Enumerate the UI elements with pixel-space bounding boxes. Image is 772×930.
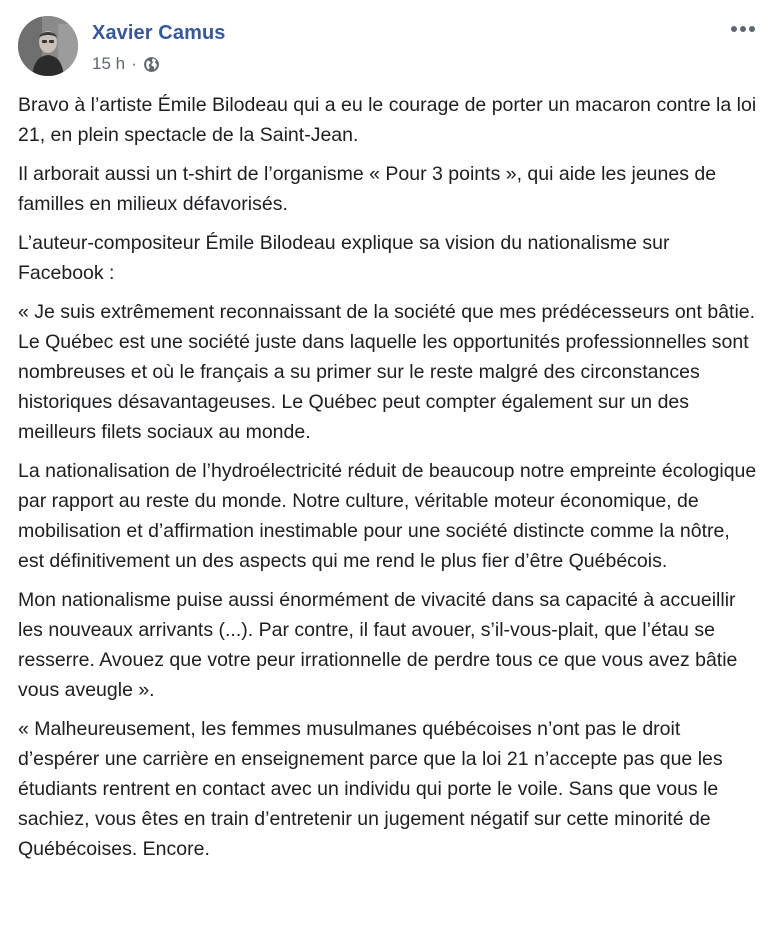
post-paragraph-6: Mon nationalisme puise aussi énormément de vivacité dans sa capacité à accueillir les nouveaux arrivants (...). Par contre, il faut avouer, s’il-vous-plait, que l’étau se resserre. Avouez que votre peur irrationnelle de perdre tous ce que vous avez bâtie vous aveugle ».: [18, 589, 738, 701]
more-options-icon: [730, 25, 756, 33]
post-header: [18, 16, 758, 78]
post-paragraph-2: Il arborait aussi un t-shirt de l’organisme « Pour 3 points », qui aide les jeunes de familles en milieux défavorisés.: [18, 163, 717, 215]
more-options-button[interactable]: [728, 16, 758, 42]
globe-icon[interactable]: [143, 56, 160, 73]
avatar-image: [18, 16, 78, 76]
post-paragraph-1: Bravo à l’artiste Émile Bilodeau qui a eu le courage de porter un macaron contre la loi 21, en plein spectacle de la Saint-Jean.: [18, 94, 757, 146]
post-paragraph-7: « Malheureusement, les femmes musulmanes québécoises n’ont pas le droit d’espérer une carrière en enseignement parce que la loi 21 n’accepte pas que les étudiants rentrent en contact avec un individu qui porte le voile. Sans que vous le sachiez, vous êtes en train d’entretenir un jugement négatif sur cette minorité de Québécoises. Encore.: [18, 718, 723, 860]
post-paragraph-5: La nationalisation de l’hydroélectricité réduit de beaucoup notre empreinte écologique par rapport au reste du monde. Notre culture, véritable moteur économique, de mobilisation et d’affirmation inestimable pour une société distincte comme la nôtre, est définitivement un des aspects qui me rend le plus fier d’être Québécois.: [18, 460, 757, 572]
avatar[interactable]: [18, 16, 78, 76]
meta-separator: ·: [131, 54, 137, 73]
post-meta: [92, 54, 160, 74]
post-paragraph-3: L’auteur-compositeur Émile Bilodeau explique sa vision du nationalisme sur Facebook :: [18, 232, 670, 284]
post-body: [18, 90, 758, 873]
post-timestamp[interactable]: 15 h: [92, 54, 126, 73]
author-name-link[interactable]: Xavier Camus: [92, 22, 226, 44]
post-paragraph-4: « Je suis extrêmement reconnaissant de la société que mes prédécesseurs ont bâtie. Le Québec est une société juste dans laquelle les opportunités professionnelles sont nombreuses et où le français a su primer sur le reste malgré des circonstances historiques désavantageuses. Le Québec peut compter également sur un des meilleurs filets sociaux au monde.: [18, 301, 756, 443]
